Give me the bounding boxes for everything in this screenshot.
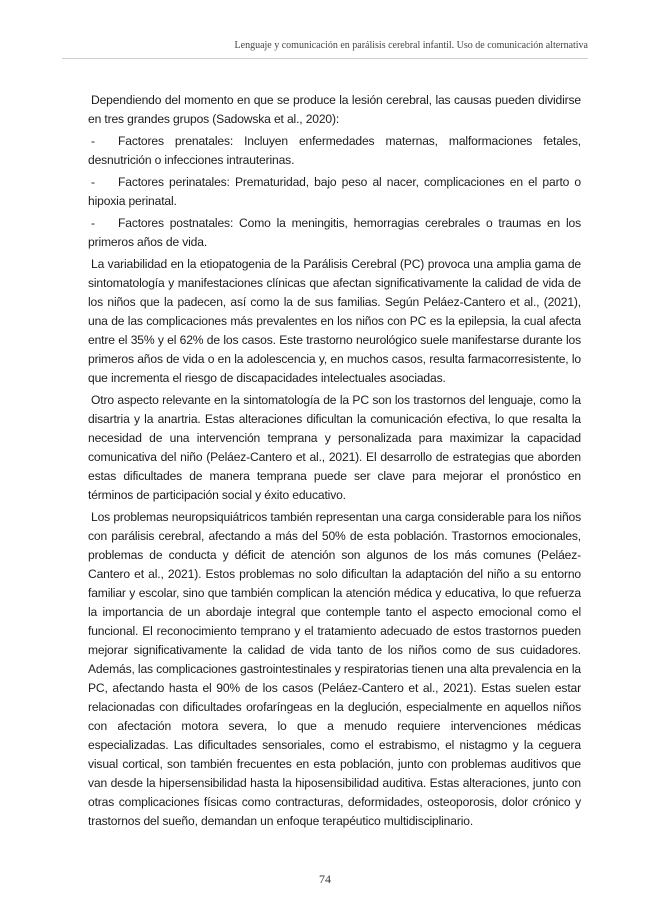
list-item-postnatal xyxy=(88,214,581,252)
list-item-perinatal xyxy=(88,173,581,211)
paragraph-etiopatogenia: La variabilidad en la etiopatogenia de la Parálisis Cerebral (PC) provoca una amplia gama de sintomatología y manifestaciones clínicas que afectan significativamente la calidad de vida de los niños que la padecen, así como la de sus familias. Según Peláez-Cantero et al., (2021), una de las complicaciones más prevalentes en los niños con PC es la epilepsia, la cual afecta entre el 35% y el 62% de los casos. Este trastorno neurológico suele manifestarse durante los primeros años de vida o en la adolescencia y, en muchos casos, resulta farmacorresistente, lo que incrementa el riesgo de discapacidades intelectuales asociadas. xyxy=(88,257,581,385)
list-item-text: Factores prenatales: Incluyen enfermedades maternas, malformaciones fetales, desnutrición o infecciones intrauterinas. xyxy=(88,134,581,167)
list-dash: - xyxy=(91,134,95,148)
page-number: 74 xyxy=(319,872,331,886)
page-body xyxy=(88,91,581,834)
intro-paragraph: Dependiendo del momento en que se produce la lesión cerebral, las causas pueden dividirse en tres grandes grupos (Sadowska et al., 2020): xyxy=(88,93,581,126)
list-item-text: Factores perinatales: Prematuridad, bajo peso al nacer, complicaciones en el parto o hipoxia perinatal. xyxy=(88,175,581,208)
running-header: Lenguaje y comunicación en parálisis cerebral infantil. Uso de comunicación alternativa xyxy=(234,40,588,51)
list-dash: - xyxy=(91,216,95,230)
list-item-text: Factores postnatales: Como la meningitis, hemorragias cerebrales o traumas en los primeros años de vida. xyxy=(88,216,581,249)
list-dash: - xyxy=(91,175,95,189)
paragraph-lenguaje: Otro aspecto relevante en la sintomatología de la PC son los trastornos del lenguaje, como la disartria y la anartria. Estas alteraciones dificultan la comunicación efectiva, lo que resalta la necesidad de una intervención temprana y personalizada para maximizar la capacidad comunicativa del niño (Peláez-Cantero et al., 2021). El desarrollo de estrategias que aborden estas dificultades de manera temprana puede ser clave para mejorar el pronóstico en términos de participación social y éxito educativo. xyxy=(88,393,581,502)
paragraph-neuropsiquiatricos: Los problemas neuropsiquiátricos también representan una carga considerable para los niños con parálisis cerebral, afectando a más del 50% de esta población. Trastornos emocionales, problemas de conducta y déficit de atención son algunos de los más comunes (Peláez-Cantero et al., 2021). Estos problemas no solo dificultan la adaptación del niño a su entorno familiar y escolar, sino que también complican la atención médica y educativa, lo que refuerza la importancia de un abordaje integral que contemple tanto el aspecto emocional como el funcional. El reconocimiento temprano y el tratamiento adecuado de estos trastornos pueden mejorar significativamente la calidad de vida tanto de los niños como de sus cuidadores. Además, las complicaciones gastrointestinales y respiratorias tienen una alta prevalencia en la PC, afectando hasta el 90% de los casos (Peláez-Cantero et al., 2021). Estas suelen estar relacionadas con dificultades orofaríngeas en la deglución, especialmente en aquellos niños con afectación motora severa, lo que a menudo requiere intervenciones médicas especializadas. Las dificultades sensoriales, como el estrabismo, el nistagmo y la ceguera visual cortical, son también frecuentes en esta población, junto con problemas auditivos que van desde la hipersensibilidad hasta la hiposensibilidad auditiva. Estas alteraciones, junto con otras complicaciones físicas como contracturas, deformidades, osteoporosis, dolor crónico y trastornos del sueño, demandan un enfoque terapéutico multidisciplinario. xyxy=(88,510,581,828)
causes-list xyxy=(88,132,581,252)
list-item-prenatal xyxy=(88,132,581,170)
header-rule xyxy=(62,58,588,59)
